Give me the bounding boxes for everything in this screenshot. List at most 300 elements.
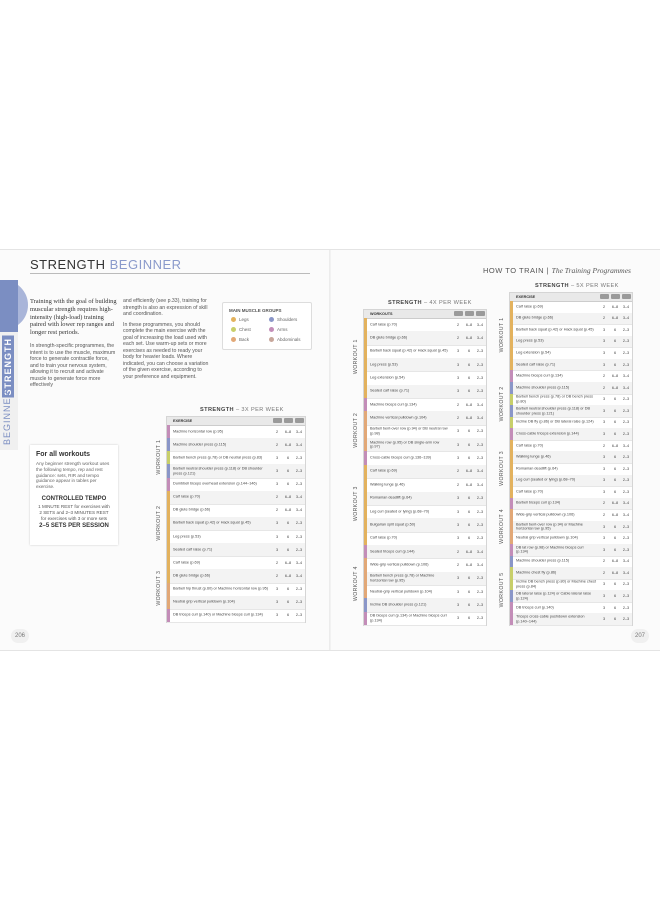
exercise-cell: Barbell biceps curl (p.134) (516, 501, 561, 506)
rir-cell: 2–3 (622, 455, 630, 460)
table-row (510, 613, 632, 626)
info-box-line: 2 SETS and 2–3 MINUTES REST (39, 510, 109, 516)
exercise-cell: Incline DB fly (p.86) or DB lateral raise (p.124) (516, 420, 594, 425)
sets-cell: 2 (602, 385, 606, 390)
rir-cell: 3–4 (622, 443, 630, 448)
muscle-group-bar (167, 438, 170, 451)
reps-cell: 6 (613, 397, 617, 402)
table-row (167, 583, 305, 597)
rir-cell: 3–4 (295, 495, 303, 500)
muscle-group-bar (364, 438, 367, 451)
table-row (364, 345, 486, 359)
rir-cell: 3–4 (622, 385, 630, 390)
header-italic: The Training Programmes (551, 266, 631, 275)
legend-title: MAIN MUSCLE GROUPS (229, 308, 282, 313)
exercise-cell: Seated calf raise (p.71) (370, 389, 410, 394)
exercise-cell: Leg extension (p.54) (516, 350, 551, 355)
muscle-group-bar (364, 398, 367, 411)
table-row (167, 556, 305, 570)
exercise-cell: Neutral-grip vertical pulldown (p.104) (370, 589, 433, 594)
rir-cell: 2–3 (476, 456, 484, 461)
workout-label: WORKOUT 1 (353, 339, 359, 375)
reps-cell: 6–8 (465, 469, 473, 474)
legend-label: Abdominals (277, 337, 301, 342)
exercise-cell: Romanian deadlift (p.64) (516, 466, 558, 471)
sets-cell: 3 (456, 442, 460, 447)
sets-cell: 3 (456, 509, 460, 514)
workout-label: WORKOUT 4 (499, 508, 505, 544)
rir-cell: 2–3 (476, 496, 484, 501)
rir-cell: 3–4 (622, 316, 630, 321)
table-5x-title (535, 283, 619, 289)
reps-cell: 6 (467, 442, 471, 447)
shoulders-dot-icon (269, 317, 274, 322)
rir-column-icon (476, 311, 485, 316)
rir-cell: 2–3 (476, 376, 484, 381)
muscle-group-bar (510, 532, 513, 544)
sets-cell: 2 (602, 501, 606, 506)
reps-cell: 6 (286, 455, 290, 460)
muscle-group-bar (510, 370, 513, 382)
exercise-cell: DB glute bridge (p.66) (173, 508, 211, 513)
muscle-group-bar (364, 425, 367, 438)
sets-cell: 3 (456, 362, 460, 367)
muscle-group-bar (510, 544, 513, 556)
sets-cell: 2 (456, 416, 460, 421)
table-row (167, 569, 305, 583)
exercise-cell: Barbell neutral shoulder press (p.118) or DB shoulder press (p.121) (516, 406, 591, 415)
info-box-sets: 2–5 SETS PER SESSION (39, 522, 109, 529)
table-row (364, 398, 486, 412)
legend-label: Arms (277, 327, 288, 332)
sets-cell: 2 (602, 374, 606, 379)
legend-item (269, 327, 288, 332)
table-row (364, 612, 486, 626)
exercise-cell: Machine biceps curl (p.134) (516, 373, 563, 378)
sets-cell: 2 (456, 469, 460, 474)
muscle-group-bar (510, 359, 513, 371)
exercise-cell: Calf raise (p.70) (173, 494, 201, 499)
rir-cell: 3–4 (476, 416, 484, 421)
strength-3x-table (166, 416, 306, 623)
sets-cell: 3 (456, 349, 460, 354)
table-row (167, 596, 305, 610)
exercise-cell: Calf raise (p.70) (370, 322, 398, 327)
sets-cell: 3 (602, 536, 606, 541)
arms-dot-icon (269, 327, 274, 332)
sets-cell: 3 (602, 455, 606, 460)
header-caps: HOW TO TRAIN (483, 266, 545, 275)
table-row (364, 492, 486, 506)
workout-label: WORKOUT 4 (353, 566, 359, 602)
strength-5x-table (509, 292, 633, 626)
sets-cell: 2 (275, 508, 279, 513)
muscle-groups-legend (222, 302, 312, 350)
body-paragraph-2: and efficiently (see p.33), training for strength is also an expression of skill and coordination. (123, 298, 208, 317)
exercise-cell: Barbell back squat (p.42) or Hack squat (p.45) (370, 349, 448, 354)
rir-cell: 2–3 (476, 509, 484, 514)
exercise-cell: Barbell neutral shoulder press (p.118) or DB shoulder press (p.121) (173, 466, 263, 475)
rir-cell: 2–3 (295, 482, 303, 487)
table-row (364, 438, 486, 452)
muscle-group-bar (510, 324, 513, 336)
exercise-cell: DB glute bridge (p.66) (173, 573, 211, 578)
sets-cell: 2 (602, 316, 606, 321)
exercise-cell: Neutral grip vertical pulldown (p.104) (173, 599, 235, 604)
muscle-group-bar (364, 572, 367, 585)
rir-cell: 2–3 (622, 582, 630, 587)
exercise-cell: Leg press (p.53) (173, 534, 201, 539)
rir-cell: 3–4 (622, 570, 630, 575)
exercise-cell: Leg press (p.53) (370, 362, 398, 367)
sets-cell: 3 (275, 455, 279, 460)
exercise-cell: Machine horizontal row (p.95) (173, 429, 224, 434)
reps-cell: 6 (613, 547, 617, 552)
sets-cell: 2 (275, 495, 279, 500)
muscle-group-bar (167, 425, 170, 438)
reps-cell: 6 (613, 605, 617, 610)
sets-column-icon (273, 418, 282, 423)
column-header-exercise: EXERCISE (516, 295, 536, 299)
rir-cell: 3–4 (295, 574, 303, 579)
reps-cell: 6 (286, 534, 290, 539)
sets-cell: 2 (275, 429, 279, 434)
sets-cell: 2 (602, 513, 606, 518)
reps-cell: 6–8 (284, 560, 292, 565)
sets-cell: 3 (602, 351, 606, 356)
muscle-group-bar (364, 585, 367, 598)
reps-cell: 6 (467, 576, 471, 581)
sets-cell: 2 (602, 304, 606, 309)
exercise-cell: Barbell bench press (p.78) or Machine horizontal row (p.95) (370, 573, 435, 583)
rir-cell: 3–4 (622, 513, 630, 518)
exercise-cell: Machine row (p.95) or DB single-arm row (p.97) (370, 440, 440, 449)
exercise-cell: Leg curl (seated or lying) (p.68–70) (370, 509, 430, 514)
sets-cell: 3 (602, 397, 606, 402)
reps-cell: 6–8 (284, 574, 292, 579)
muscle-group-bar (364, 532, 367, 545)
reps-cell: 6–8 (611, 304, 619, 309)
rir-cell: 2–3 (295, 613, 303, 618)
sets-cell: 3 (456, 456, 460, 461)
muscle-group-bar (167, 464, 170, 477)
exercise-cell: Dumbbell biceps overhead extension (p.144–146) (173, 481, 257, 486)
sets-cell: 3 (275, 613, 279, 618)
table-title-main: STRENGTH (200, 407, 234, 413)
exercise-cell: Seated triceps curl (p.144) (370, 549, 415, 554)
rir-cell: 2–3 (476, 362, 484, 367)
muscle-group-bar (510, 509, 513, 521)
exercise-cell: Bulgarian split squat (p.50) (370, 522, 416, 527)
sets-column-icon (600, 294, 609, 299)
column-header-exercise: EXERCISE (173, 419, 193, 423)
exercise-cell: Seated calf raise (p.71) (173, 547, 213, 552)
muscle-group-bar (510, 394, 513, 406)
muscle-group-bar (364, 358, 367, 371)
sets-cell: 3 (456, 376, 460, 381)
reps-cell: 6–8 (284, 429, 292, 434)
intro-paragraph: Training with the goal of building muscular strength requires high-intensity (high-load) training paired with lower rep ranges and longer rest periods. (30, 298, 117, 337)
reps-cell: 6–8 (465, 562, 473, 567)
column-header-exercise: WORKOUTS (370, 312, 393, 316)
back-dot-icon (231, 337, 236, 342)
muscle-group-bar (167, 504, 170, 517)
sets-cell: 3 (602, 582, 606, 587)
exercise-cell: Neutral grip vertical pulldown (p.104) (516, 535, 578, 540)
table-title-sub: – 5X PER WEEK (570, 283, 619, 289)
muscle-group-bar (510, 475, 513, 487)
edge-tab-primary: STRENGTH (3, 338, 13, 396)
reps-cell: 6 (467, 429, 471, 434)
reps-cell: 6–8 (611, 559, 619, 564)
workout-label: WORKOUT 5 (499, 571, 505, 607)
reps-column-icon (611, 294, 620, 299)
workout-label: WORKOUT 2 (156, 505, 162, 540)
muscle-group-bar (364, 558, 367, 571)
exercise-cell: Cross-cable triceps extension (p.144) (516, 431, 579, 436)
workout-label: WORKOUT 1 (156, 439, 162, 475)
rir-cell: 3–4 (622, 304, 630, 309)
sets-cell: 3 (602, 408, 606, 413)
sets-column-icon (454, 311, 463, 316)
reps-cell: 6 (467, 522, 471, 527)
sets-cell: 3 (275, 521, 279, 526)
exercise-cell: Seated calf raise (p.71) (516, 362, 556, 367)
sets-cell: 3 (275, 534, 279, 539)
table-row (364, 478, 486, 492)
exercise-cell: Barbell bench press (p.78) or DB neutral press (p.83) (173, 455, 263, 460)
exercise-cell: Walking lunge (p.46) (370, 482, 405, 487)
legend-label: Back (239, 337, 250, 342)
sets-cell: 3 (456, 389, 460, 394)
sets-cell: 3 (456, 576, 460, 581)
exercise-cell: Calf raise (p.69) (516, 304, 544, 309)
exercise-cell: Machine shoulder press (p.115) (173, 442, 227, 447)
rir-cell: 3–4 (295, 442, 303, 447)
reps-cell: 6 (613, 582, 617, 587)
rir-column-icon (622, 294, 631, 299)
rir-cell: 2–3 (476, 349, 484, 354)
exercise-cell: Wide-grip vertical pulldown (p.106) (370, 562, 429, 567)
muscle-group-bar (510, 602, 513, 614)
sets-cell: 3 (456, 429, 460, 434)
legend-label: Legs (239, 317, 249, 322)
table-row (364, 585, 486, 599)
table-row (167, 504, 305, 518)
reps-cell: 6 (613, 455, 617, 460)
exercise-cell: Calf raise (p.70) (370, 535, 398, 540)
reps-cell: 6 (467, 536, 471, 541)
muscle-group-bar (510, 486, 513, 498)
header-separator: | (546, 266, 550, 275)
muscle-group-bar (510, 556, 513, 568)
sets-cell: 3 (602, 489, 606, 494)
muscle-group-bar (364, 345, 367, 358)
sets-cell: 3 (456, 536, 460, 541)
workout-label: WORKOUT 2 (499, 386, 505, 422)
reps-cell: 6 (613, 594, 617, 599)
sets-cell: 3 (602, 547, 606, 552)
muscle-group-bar (167, 517, 170, 530)
sets-cell: 3 (602, 362, 606, 367)
sets-cell: 3 (602, 432, 606, 437)
abdominals-dot-icon (269, 337, 274, 342)
table-row (167, 425, 305, 439)
sets-cell: 3 (456, 522, 460, 527)
workout-label: WORKOUT 2 (353, 412, 359, 448)
reps-cell: 6–8 (611, 501, 619, 506)
table-title-sub: – 3X PER WEEK (235, 407, 284, 413)
sets-cell: 3 (602, 339, 606, 344)
rir-cell: 2–3 (295, 587, 303, 592)
sets-cell: 2 (456, 322, 460, 327)
rir-cell: 2–3 (622, 397, 630, 402)
exercise-cell: DB glute bridge (p.66) (516, 316, 554, 321)
rir-cell: 2–3 (295, 468, 303, 473)
muscle-group-bar (167, 543, 170, 556)
sets-cell: 2 (456, 482, 460, 487)
legend-label: Shoulders (277, 317, 298, 322)
rir-cell: 2–3 (295, 521, 303, 526)
chest-dot-icon (231, 327, 236, 332)
rir-cell: 2–3 (622, 478, 630, 483)
sets-cell: 3 (602, 327, 606, 332)
exercise-cell: Barbell bent-over row (p.94) or DB neutral row (p.98) (370, 426, 448, 436)
muscle-group-bar (167, 530, 170, 543)
reps-cell: 6–8 (611, 443, 619, 448)
rir-cell: 2–3 (295, 455, 303, 460)
muscle-group-bar (364, 612, 367, 625)
rir-cell: 2–3 (476, 389, 484, 394)
muscle-group-bar (167, 556, 170, 569)
exercise-cell: Barbell bent-over row (p.94) or Machine horizontal row (p.95) (516, 522, 583, 531)
exercise-cell: Leg curl (seated or lying) (p.68–70) (516, 478, 576, 483)
info-box-line: 1 MINUTE REST for exercises with (38, 503, 110, 509)
muscle-group-bar (510, 301, 513, 313)
reps-cell: 6 (286, 482, 290, 487)
sets-cell: 2 (275, 574, 279, 579)
rir-cell: 2–3 (476, 536, 484, 541)
legend-item (231, 317, 249, 322)
legend-label: Chest (239, 327, 251, 332)
reps-cell: 6 (467, 456, 471, 461)
sets-cell: 2 (275, 560, 279, 565)
exercise-cell: DB lat row (p.98) or Machine biceps curl (p.134) (516, 545, 584, 554)
table-4x-title (388, 300, 472, 306)
body-paragraph-1: In strength-specific programmes, the intent is to use the muscle, maximum force to generate contractile force, and to train your nervous system, allowing it to recruit and activate muscle to generate force more effectively (30, 343, 116, 388)
exercise-cell: Barbell bench press (p.78) or DB bench press (p.80) (516, 394, 594, 404)
reps-cell: 6 (286, 613, 290, 618)
muscle-group-bar (364, 598, 367, 611)
table-row (167, 478, 305, 492)
title-main: STRENGTH (30, 257, 106, 272)
muscle-group-bar (510, 451, 513, 463)
table-row (364, 598, 486, 612)
exercise-cell: DB triceps curl (p.140) (516, 605, 554, 610)
table-row (364, 545, 486, 559)
reps-cell: 6–8 (284, 442, 292, 447)
sets-cell: 3 (275, 482, 279, 487)
rir-cell: 2–3 (622, 489, 630, 494)
sets-cell: 3 (602, 466, 606, 471)
legend-item (231, 337, 249, 342)
muscle-group-bar (364, 451, 367, 464)
muscle-group-bar (510, 590, 513, 602)
exercise-cell: Calf raise (p.69) (370, 469, 398, 474)
rir-cell: 3–4 (295, 560, 303, 565)
sets-cell: 3 (456, 602, 460, 607)
muscle-group-bar (510, 336, 513, 348)
rir-cell: 3–4 (476, 322, 484, 327)
muscle-group-bar (510, 613, 513, 625)
reps-cell: 6–8 (465, 416, 473, 421)
rir-cell: 2–3 (476, 602, 484, 607)
muscle-group-bar (364, 545, 367, 558)
reps-cell: 6 (286, 587, 290, 592)
exercise-cell: Calf raise (p.69) (173, 560, 201, 565)
reps-column-icon (284, 418, 293, 423)
workout-label: WORKOUT 3 (156, 570, 162, 606)
sets-cell: 3 (602, 617, 606, 622)
rir-cell: 3–4 (295, 429, 303, 434)
exercise-cell: Leg press (p.53) (516, 339, 544, 344)
table-row (167, 451, 305, 465)
reps-cell: 6–8 (465, 322, 473, 327)
exercise-cell: Machine chest fly (p.86) (516, 570, 557, 575)
rir-cell: 2–3 (622, 617, 630, 622)
exercise-cell: DB lateral raise (p.124) or Cable lateral raise (p.124) (516, 591, 592, 601)
body-column-2 (123, 298, 211, 384)
exercise-cell: Incline DB bench press (p.80) or Machine chest press (p.84) (516, 579, 596, 589)
table-row (364, 532, 486, 546)
reps-column-icon (465, 311, 474, 316)
reps-cell: 6 (467, 616, 471, 621)
table-row (364, 331, 486, 345)
rir-cell: 3–4 (476, 336, 484, 341)
running-header (483, 266, 631, 275)
rir-cell: 2–3 (476, 522, 484, 527)
edge-tab-secondary: BEGINNER (2, 390, 12, 446)
muscle-group-bar (364, 318, 367, 331)
title-thin: BEGINNER (109, 257, 182, 272)
table-row (167, 438, 305, 452)
reps-cell: 6 (613, 420, 617, 425)
rir-cell: 2–3 (476, 429, 484, 434)
table-row (364, 358, 486, 372)
table-row (167, 530, 305, 544)
workout-label: WORKOUT 3 (499, 450, 505, 486)
muscle-group-bar (510, 440, 513, 452)
reps-cell: 6–8 (465, 482, 473, 487)
rir-cell: 2–3 (622, 420, 630, 425)
table-row (167, 543, 305, 557)
muscle-group-bar (167, 569, 170, 582)
rir-cell: 2–3 (622, 594, 630, 599)
legs-dot-icon (231, 317, 236, 322)
info-box-heading: CONTROLLED TEMPO (41, 495, 107, 502)
workouts-info-box (30, 445, 118, 545)
exercise-cell: Machine vertical pulldown (p.104) (370, 415, 427, 420)
muscle-group-bar (510, 347, 513, 359)
sets-cell: 2 (456, 562, 460, 567)
sets-cell: 3 (456, 616, 460, 621)
legend-item (231, 327, 251, 332)
muscle-group-bar (167, 478, 170, 491)
exercise-cell: Calf raise (p.70) (516, 489, 544, 494)
muscle-group-bar (167, 596, 170, 609)
muscle-group-bar (364, 331, 367, 344)
page-gutter (329, 250, 331, 650)
